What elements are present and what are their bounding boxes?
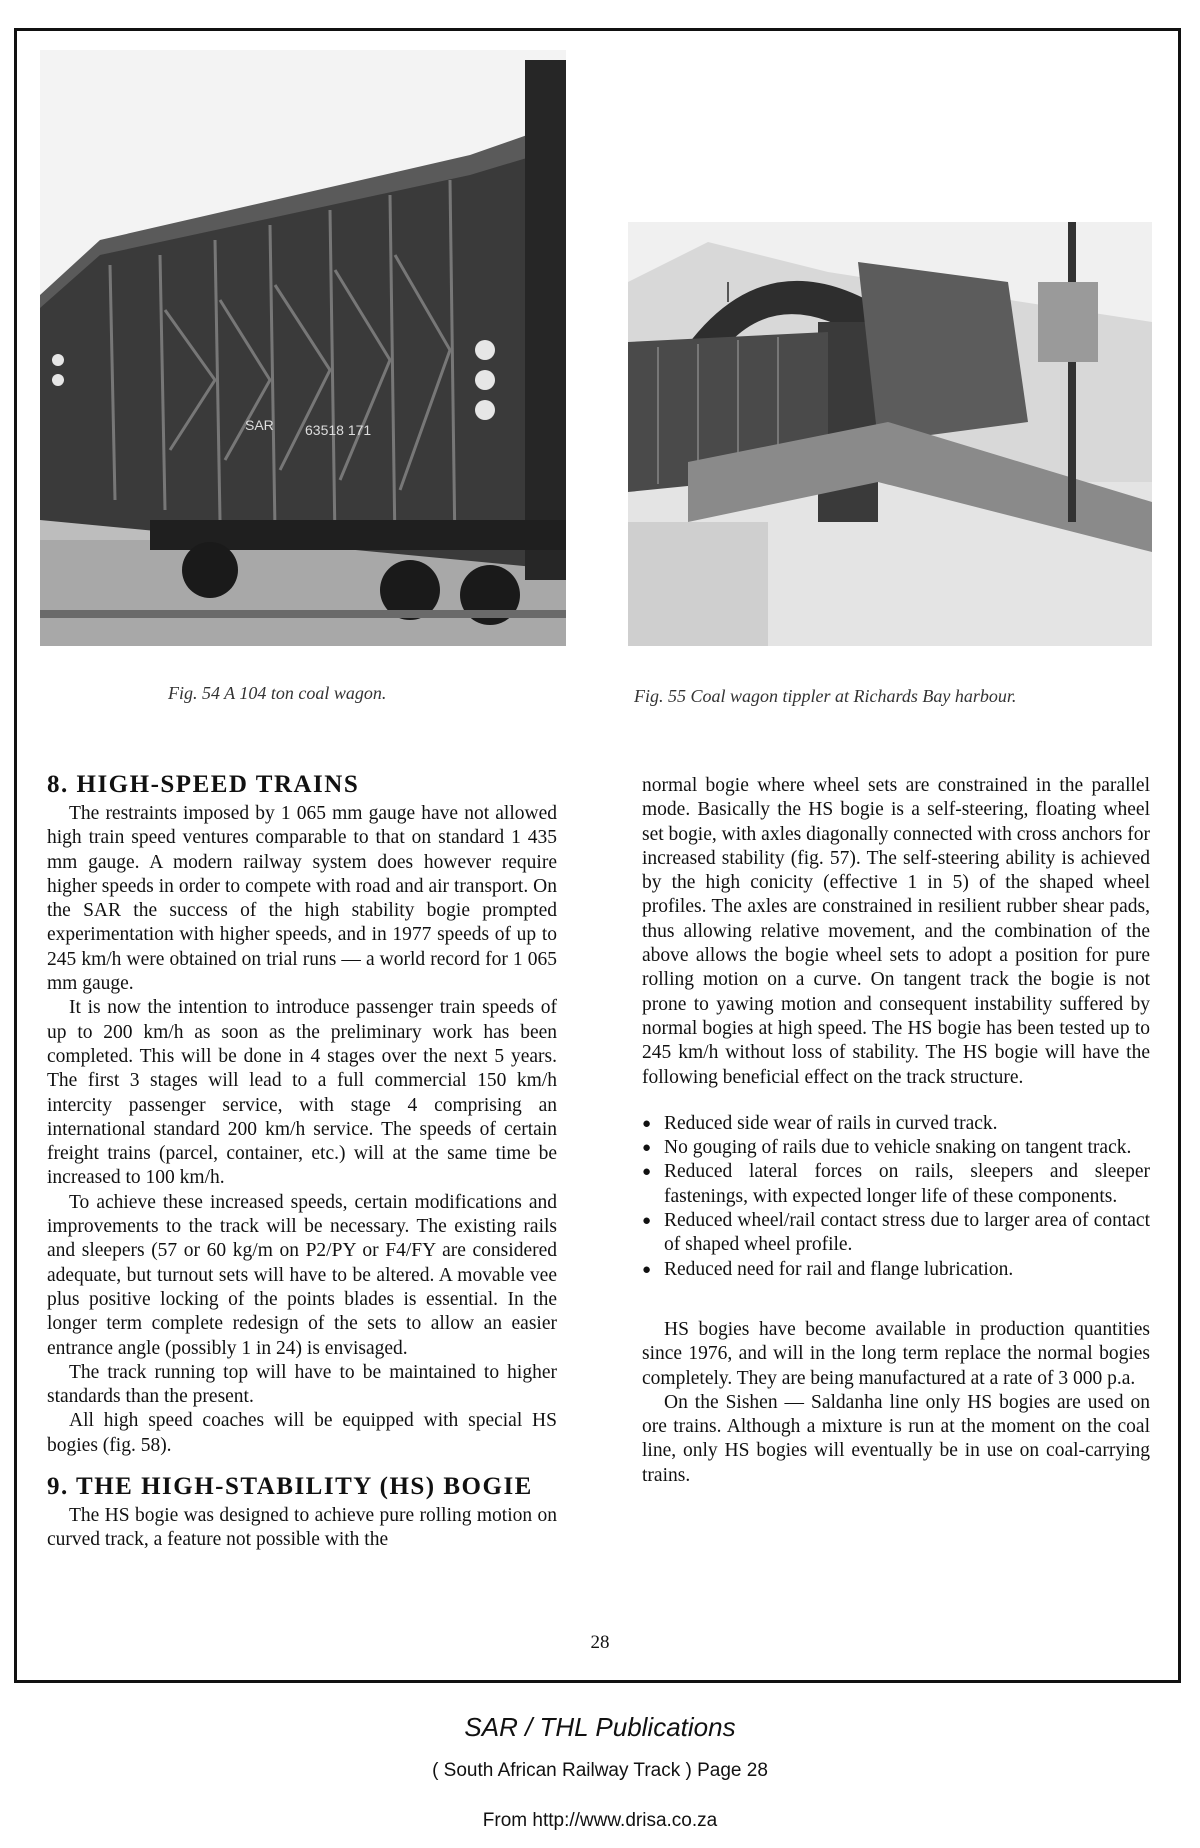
- coal-wagon-photo: [40, 50, 566, 646]
- section-9-heading: 9. THE HIGH-STABILITY (HS) BOGIE: [47, 1473, 533, 1501]
- publisher-title: SAR / THL Publications: [464, 1712, 736, 1742]
- paragraph: HS bogies have become available in production quantities since 1976, and will in the long term replace the normal bogies completely. They are being manufactured at a rate of 3 000 p.a.: [642, 1318, 1150, 1389]
- right-column: [642, 774, 1150, 1488]
- paragraph: The HS bogie was designed to achieve pure rolling motion on curved track, a feature not possible with the: [47, 1505, 557, 1551]
- left-column: [47, 770, 557, 1553]
- paragraph: The track running top will have to be maintained to higher standards than the present.: [47, 1361, 557, 1408]
- paragraph: normal bogie where wheel sets are constrained in the parallel mode. Basically the HS bogie is a self-steering, floating wheel set bogie, with axles diagonally connected with cross anchors for increased stability (fig. 57). The self-steering ability is achieved by the high conicity (effective 1 in 5) of the shaped wheel profiles. The axles are constrained in resilient rubber shear pads, thus allowing relative movement, and the combination of the above allows the bogie wheel sets to adopt a position for pure rolling motion on a curve. On tangent track the bogie is not prone to yawing motion and consequent instability suffered by normal bogies at high speed. The HS bogie has been tested up to 245 km/h without loss of stability. The HS bogie will have the following beneficial effect on the track structure.: [642, 775, 1150, 1088]
- wagon-tippler-photo: [628, 222, 1152, 646]
- list-item: ● Reduced lateral forces on rails, sleepers and sleeper fastenings, with expected longer life of these components.: [642, 1160, 1150, 1209]
- wagon-marking-sar: SAR: [245, 417, 274, 433]
- figure-55-caption: Fig. 55 Coal wagon tippler at Richards Bay harbour.: [634, 686, 1017, 706]
- paragraph: The restraints imposed by 1 065 mm gauge have not allowed high train speed ventures comparable to that on standard 1 435 mm gauge. A modern railway system does however require higher speeds in order to compete with road and air transport. On the SAR the success of the high stability bogie prompted experimentation with higher speeds, and in 1977 speeds of up to 245 km/h were obtained on trial runs — a world record for 1 065 mm gauge.: [47, 803, 557, 995]
- source-link[interactable]: From http://www.drisa.co.za: [482, 1810, 718, 1831]
- paragraph: To achieve these increased speeds, certain modifications and improvements to the track will be necessary. The existing rails and sleepers (57 or 60 kg/m on P2/PY or F4/FY are considered adequate, but turnout sets will have to be altered. A movable vee plus positive locking of the points blades is essential. In the longer term complete redesign of the sets to allow an easier entrance angle (possibly 1 in 24) is envisaged.: [47, 1191, 557, 1359]
- list-item: ● Reduced need for rail and flange lubrication.: [642, 1258, 1150, 1282]
- benefits-list: [642, 1112, 1150, 1282]
- publication-subtitle: ( South African Railway Track ) Page 28: [432, 1760, 768, 1781]
- wagon-marking-number: 63518 171: [305, 422, 372, 438]
- paragraph: On the Sishen — Saldanha line only HS bogies are used on ore trains. Although a mixture is run at the moment on the coal line, only HS bogies will eventually be in use on coal-carrying trains.: [642, 1391, 1150, 1486]
- page-number: 28: [590, 1632, 610, 1653]
- paragraph: It is now the intention to introduce passenger train speeds of up to 200 km/h as soon as the preliminary work has been completed. This will be done in 4 stages over the next 5 years. The first 3 stages will lead to a full commercial 150 km/h intercity passenger service, with stage 4 comprising an international standard 200 km/h service. The speeds of certain freight trains (parcel, container, etc.) will at the same time be increased to 100 km/h.: [47, 997, 557, 1189]
- list-item: ● Reduced side wear of rails in curved track.: [642, 1112, 1150, 1136]
- figure-54-caption: Fig. 54 A 104 ton coal wagon.: [168, 683, 387, 703]
- list-item: ● No gouging of rails due to vehicle snaking on tangent track.: [642, 1136, 1150, 1160]
- section-8-heading: 8. HIGH-SPEED TRAINS: [47, 771, 360, 798]
- list-item: ● Reduced wheel/rail contact stress due to larger area of contact of shaped wheel profile.: [642, 1209, 1150, 1258]
- paragraph: All high speed coaches will be equipped with special HS bogies (fig. 58).: [47, 1410, 557, 1456]
